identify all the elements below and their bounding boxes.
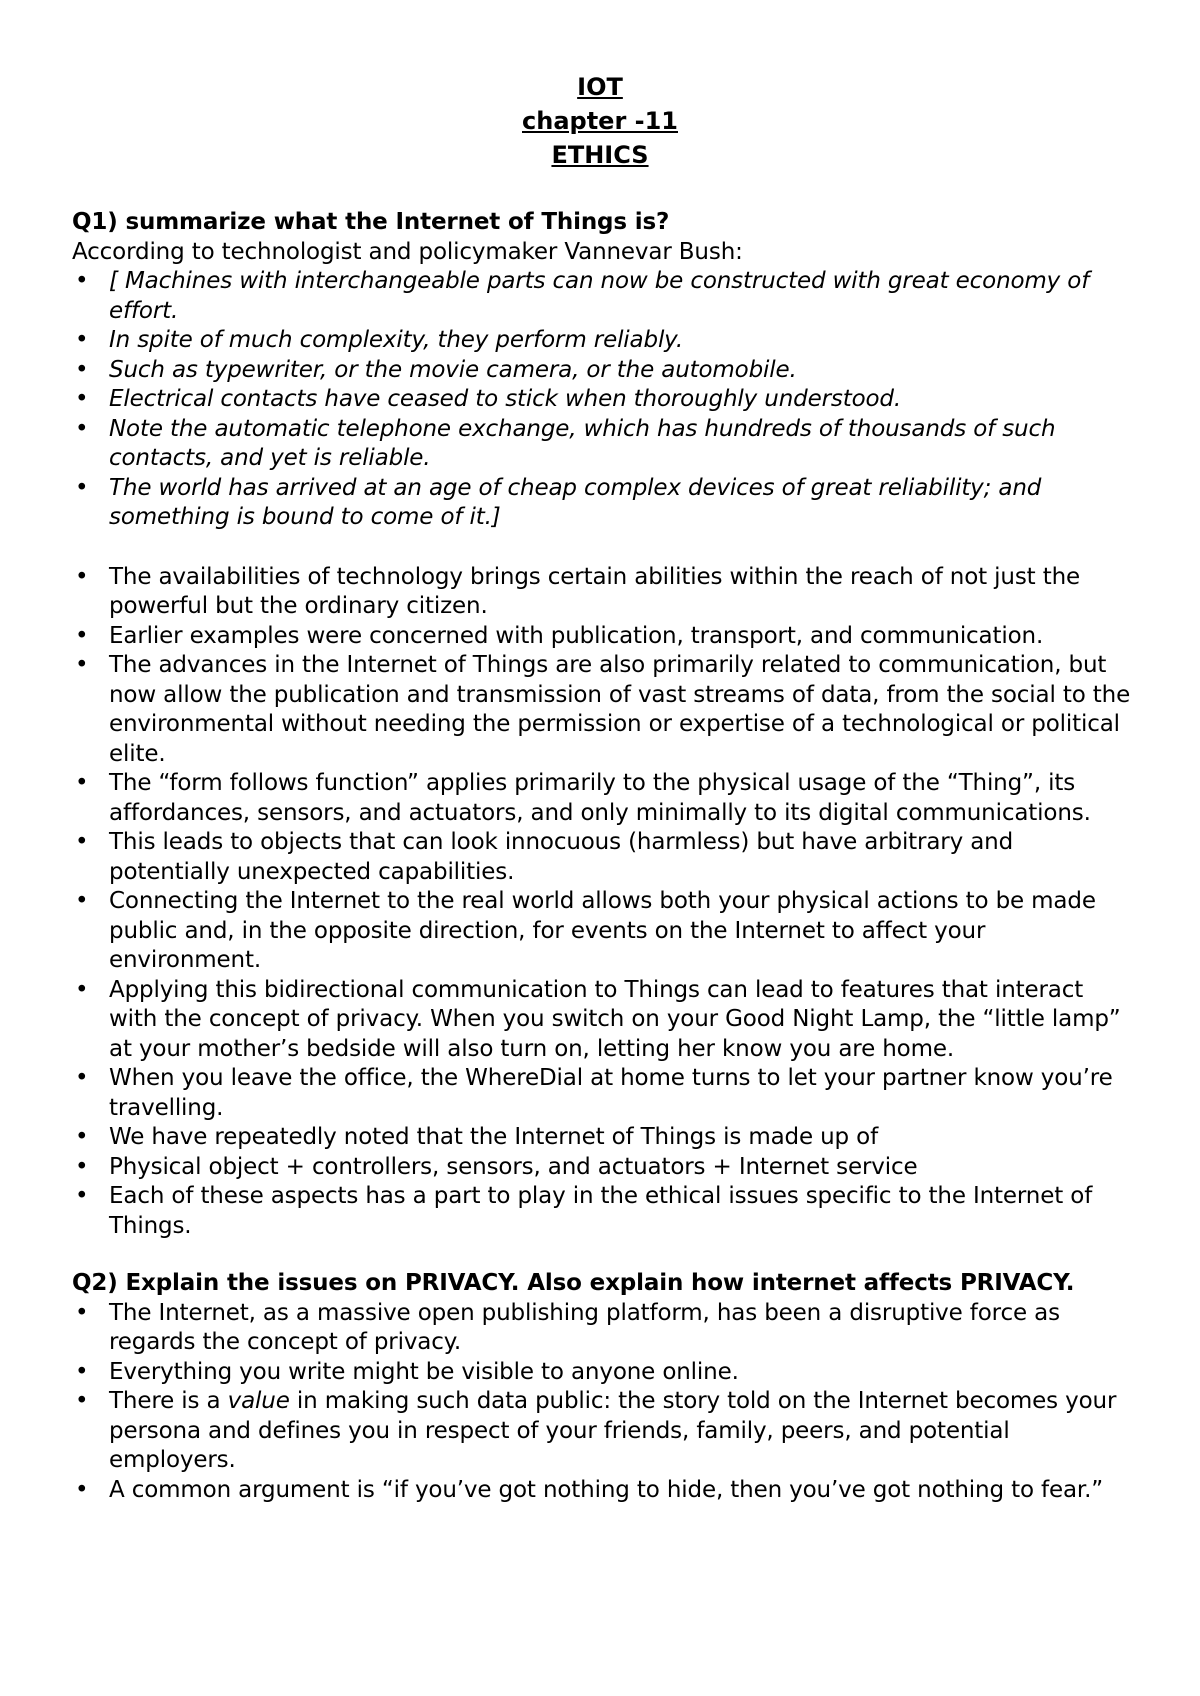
list-item: • Connecting the Internet to the real world allows both your physical actions to be made public and, in the opposite direction, for events on the Internet to affect your environment. (72, 887, 1132, 976)
document-body (72, 208, 1132, 1505)
list-item: • Electrical contacts have ceased to stick when thoroughly understood. (72, 385, 1132, 415)
q1-bullet-list (72, 563, 1132, 1242)
list-item: • Physical object + controllers, sensors, and actuators + Internet service (72, 1153, 1132, 1183)
list-item: • Each of these aspects has a part to play in the ethical issues specific to the Internet of Things. (72, 1182, 1132, 1241)
list-item: • Everything you write might be visible to anyone online. (72, 1358, 1132, 1388)
list-item (72, 1387, 1132, 1476)
list-item: • Note the automatic telephone exchange, which has hundreds of thousands of such contacts, and yet is reliable. (72, 415, 1132, 474)
list-item: • In spite of much complexity, they perform reliably. (72, 326, 1132, 356)
list-item: • The world has arrived at an age of cheap complex devices of great reliability; and something is bound to come of it.] (72, 474, 1132, 533)
spacer (72, 1241, 1132, 1269)
list-item: • [ Machines with interchangeable parts can now be constructed with great economy of effort. (72, 267, 1132, 326)
list-item: • Applying this bidirectional communication to Things can lead to features that interact with the concept of privacy. When you switch on your Good Night Lamp, the “little lamp” at your mother’s bedside will also turn on, letting her know you are home. (72, 976, 1132, 1065)
spacer (72, 533, 1132, 563)
quote-list (72, 267, 1132, 533)
q2-bullet-list (72, 1299, 1132, 1506)
list-item: • The availabilities of technology brings certain abilities within the reach of not just the powerful but the ordinary citizen. (72, 563, 1132, 622)
question-1: Q1) summarize what the Internet of Things is? (72, 209, 670, 235)
document-title: IOT (577, 73, 623, 101)
value-text-after: in making such data public: the story told on the Internet becomes your persona and defines you in respect of your friends, family, peers, and potential employers. (109, 1388, 1117, 1473)
list-item: • The advances in the Internet of Things are also primarily related to communication, but now allow the publication and transmission of vast streams of data, from the social to the environmental without needing the permission or expertise of a technological or political elite. (72, 651, 1132, 769)
question-2: Q2) Explain the issues on PRIVACY. Also explain how internet affects PRIVACY. (72, 1270, 1075, 1296)
list-item: • A common argument is “if you’ve got nothing to hide, then you’ve got nothing to fear.” (72, 1476, 1132, 1506)
value-emphasis: value (227, 1388, 290, 1414)
list-item: • This leads to objects that can look innocuous (harmless) but have arbitrary and potentially unexpected capabilities. (72, 828, 1132, 887)
list-item: • Earlier examples were concerned with publication, transport, and communication. (72, 622, 1132, 652)
list-item: • When you leave the office, the WhereDial at home turns to let your partner know you’re travelling. (72, 1064, 1132, 1123)
q1-intro: According to technologist and policymaker Vannevar Bush: (72, 238, 743, 265)
topic-heading: ETHICS (551, 141, 649, 169)
value-text-before: There is a (109, 1388, 228, 1414)
list-item: • We have repeatedly noted that the Internet of Things is made up of (72, 1123, 1132, 1153)
list-item: • The Internet, as a massive open publishing platform, has been a disruptive force as regards the concept of privacy. (72, 1299, 1132, 1358)
list-item: • Such as typewriter, or the movie camera, or the automobile. (72, 356, 1132, 386)
chapter-heading: chapter -11 (522, 107, 678, 135)
list-item: • The “form follows function” applies primarily to the physical usage of the “Thing”, its affordances, sensors, and actuators, and only minimally to its digital communications. (72, 769, 1132, 828)
